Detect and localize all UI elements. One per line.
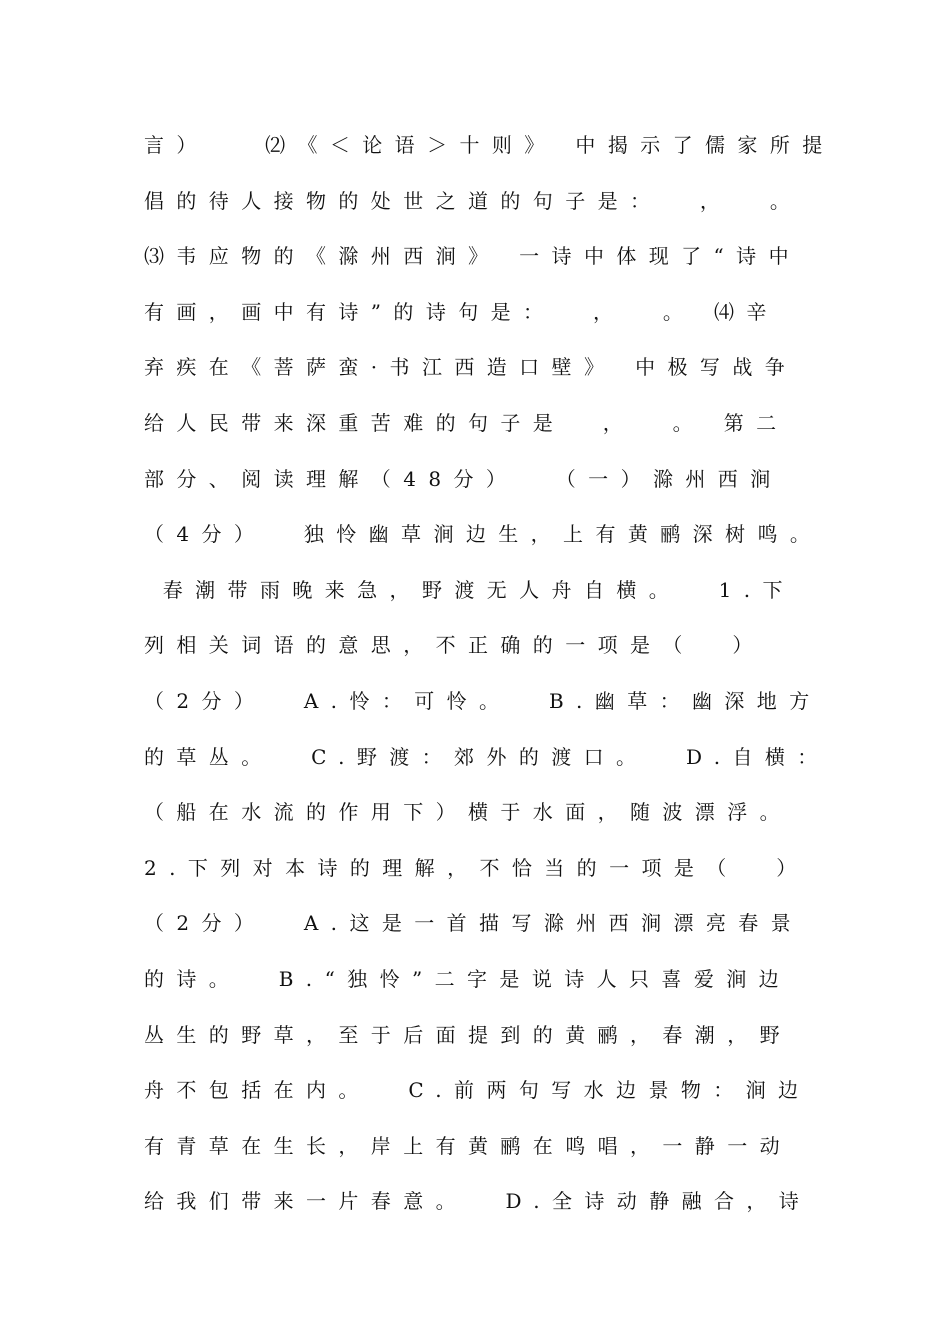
text-line: ⑶韦应物的《滁州西涧》 一诗中体现了“诗中 bbox=[144, 244, 801, 269]
text-line: 给我们带来一片春意。 D.全诗动静融合，诗 bbox=[144, 1189, 812, 1214]
text-line: 有青草在生长，岸上有黄鹂在鸣唱，一静一动 bbox=[144, 1133, 792, 1158]
text-line: 有画，画中有诗”的诗句是： ， 。 ⑷辛 bbox=[144, 299, 779, 324]
text-line: 舟不包括在内。 C.前两句写水边景物：涧边 bbox=[144, 1078, 811, 1103]
text-line: 弃疾在《菩萨蛮·书江西造口壁》 中极写战争 bbox=[144, 355, 798, 380]
text-line: 列相关词语的意思，不正确的一项是（ ） bbox=[144, 633, 765, 658]
document-body bbox=[144, 124, 834, 1236]
text-line: 部分、阅读理解（48分） （一）滁州西涧 bbox=[144, 466, 783, 491]
text-line: 2.下列对本诗的理解，不恰当的一项是（ ） bbox=[144, 855, 809, 880]
text-line: 言） ⑵《＜论语＞十则》 中揭示了儒家所提 bbox=[144, 133, 835, 157]
text-line: 丛生的野草，至于后面提到的黄鹂，春潮，野 bbox=[144, 1022, 792, 1047]
text-line: 春潮带雨晚来急，野渡无人舟自横。 1.下 bbox=[144, 577, 795, 602]
text-line: 的诗。 B.“独怜”二字是说诗人只喜爱涧边 bbox=[144, 966, 792, 991]
text-line: （2分） A.怜：可怜。 B.幽草：幽深地方 bbox=[144, 688, 822, 713]
text-line: 的草丛。 C.野渡：郊外的渡口。 D.自横： bbox=[144, 744, 830, 769]
text-line: 给人民带来深重苦难的句子是 ， 。 第二 bbox=[144, 410, 789, 435]
text-line: 倡的待人接物的处世之道的句子是： ， 。 bbox=[144, 188, 803, 213]
text-line: （2分） A.这是一首描写滁州西涧漂亮春景 bbox=[144, 911, 804, 936]
text-line: （4分） 独怜幽草涧边生，上有黄鹂深树鸣。 bbox=[144, 522, 823, 547]
text-line: （船在水流的作用下）横于水面，随波漂浮。 bbox=[144, 800, 792, 825]
